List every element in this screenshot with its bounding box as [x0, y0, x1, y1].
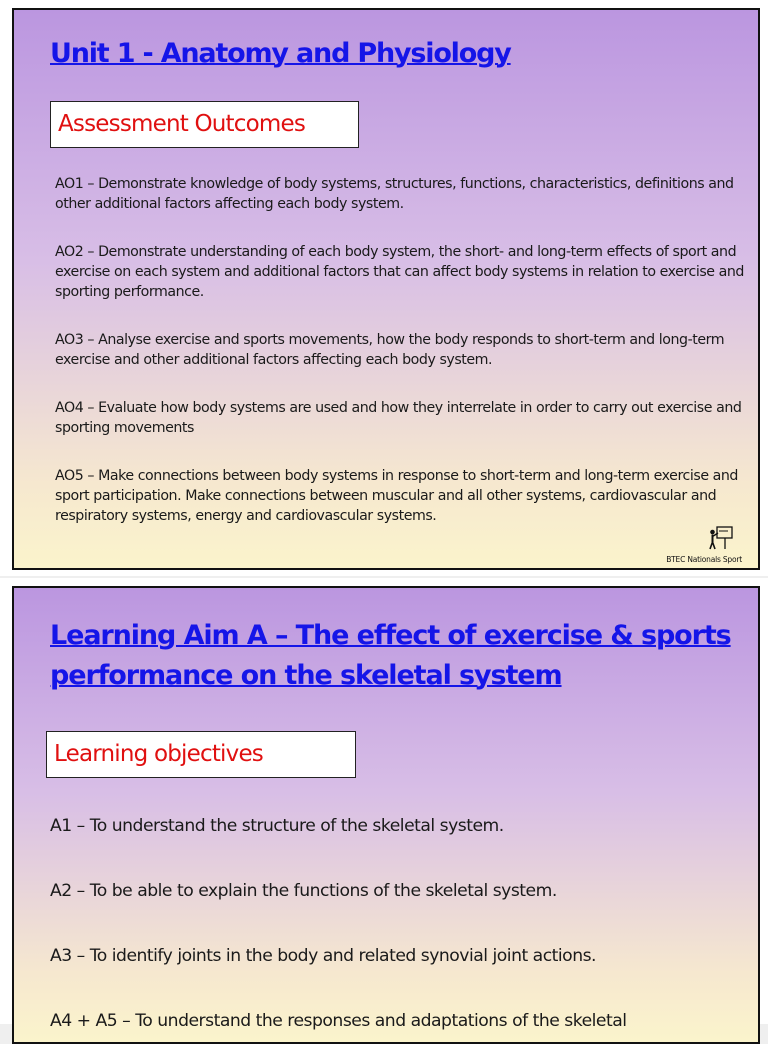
- slide-frame: [12, 8, 760, 570]
- objective-a4-a5: A4 + A5 – To understand the responses and adaptations of the skeletal: [50, 1011, 627, 1031]
- slide-title-line1: Learning Aim A – The effect of exercise & sports: [50, 620, 731, 651]
- slide-title-line2: performance on the skeletal system: [50, 660, 562, 691]
- slide-frame: [12, 586, 760, 1044]
- teacher-board-icon: [708, 526, 734, 550]
- outcome-ao2: AO2 – Demonstrate understanding of each body system, the short- and long-term effects of sport and exercise on each system and additional factors that can affect body systems in relation to exercise and sporting performance.: [55, 244, 744, 300]
- outcome-ao5: AO5 – Make connections between body systems in response to short-term and long-term exercise and sport participation. Make connections between muscular and all other systems, cardiovascular and respiratory systems, energy and cardiovascular systems.: [55, 468, 738, 524]
- slide-learning-aim-a: [0, 578, 768, 1031]
- assessment-outcomes-heading: Assessment Outcomes: [50, 101, 359, 148]
- btec-logo: [642, 526, 742, 566]
- slide-title[interactable]: Unit 1 - Anatomy and Physiology: [50, 38, 511, 69]
- outcome-ao4: AO4 – Evaluate how body systems are used and how they interrelate in order to carry out exercise and sporting movements: [55, 400, 742, 436]
- learning-objectives-list: [50, 814, 750, 1044]
- logo-caption: BTEC Nationals Sport: [666, 555, 742, 564]
- objective-a1: A1 – To understand the structure of the skeletal system.: [50, 816, 504, 836]
- learning-objectives-heading: Learning objectives: [46, 731, 356, 778]
- outcome-ao1: AO1 – Demonstrate knowledge of body systems, structures, functions, characteristics, definitions and other additional factors affecting each body system.: [55, 176, 734, 212]
- objective-a3: A3 – To identify joints in the body and related synovial joint actions.: [50, 946, 597, 966]
- slide-title[interactable]: [50, 616, 731, 696]
- objective-a2: A2 – To be able to explain the functions of the skeletal system.: [50, 881, 557, 901]
- outcome-ao3: AO3 – Analyse exercise and sports movements, how the body responds to short-term and long-term exercise and other additional factors affecting each body system.: [55, 332, 725, 368]
- assessment-outcomes-list: [55, 174, 755, 554]
